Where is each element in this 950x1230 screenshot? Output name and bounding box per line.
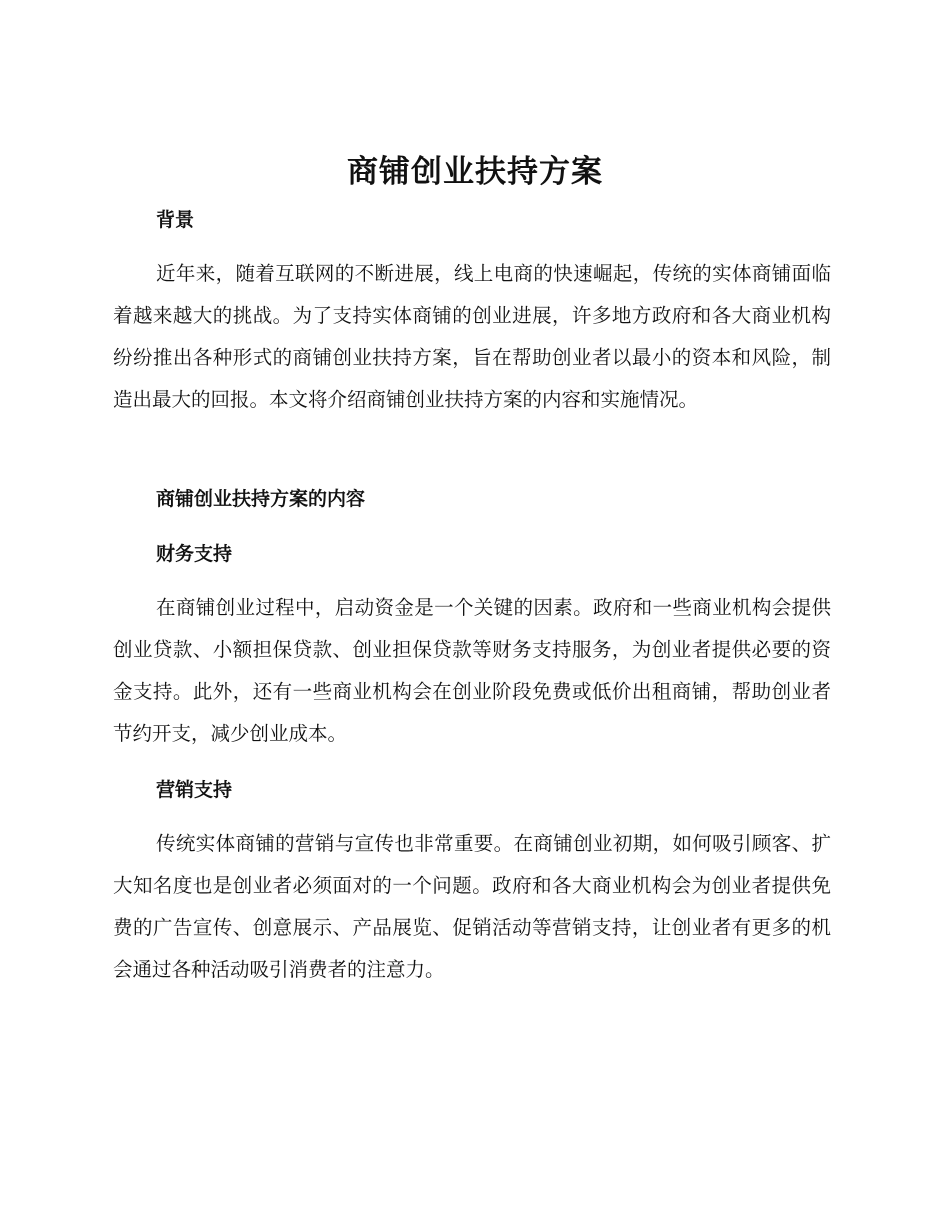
section-heading-background: 背景 bbox=[156, 209, 195, 231]
section-heading-marketing-support: 营销支持 bbox=[156, 779, 233, 801]
section-heading-content: 商铺创业扶持方案的内容 bbox=[156, 488, 366, 510]
paragraph-financial-support: 在商铺创业过程中，启动资金是一个关键的因素。政府和一些商业机构会提供创业贷款、小额担保贷款、创业担保贷款等财务支持服务，为创业者提供必要的资金支持。此外，还有一些商业机构会在创业阶段免费或低价出租商铺，帮助创业者节约开支，减少创业成本。 bbox=[113, 596, 831, 745]
paragraph-background: 近年来，随着互联网的不断进展，线上电商的快速崛起，传统的实体商铺面临着越来越大的挑战。为了支持实体商铺的创业进展，许多地方政府和各大商业机构纷纷推出各种形式的商铺创业扶持方案，旨在帮助创业者以最小的资本和风险，制造出最大的回报。本文将介绍商铺创业扶持方案的内容和实施情况。 bbox=[113, 262, 831, 411]
document-title: 商铺创业扶持方案 bbox=[347, 154, 603, 190]
paragraph-marketing-support: 传统实体商铺的营销与宣传也非常重要。在商铺创业初期，如何吸引顾客、扩大知名度也是创业者必须面对的一个问题。政府和各大商业机构会为创业者提供免费的广告宣传、创意展示、产品展览、促销活动等营销支持，让创业者有更多的机会通过各种活动吸引消费者的注意力。 bbox=[113, 832, 831, 981]
section-heading-financial-support: 财务支持 bbox=[156, 543, 233, 565]
